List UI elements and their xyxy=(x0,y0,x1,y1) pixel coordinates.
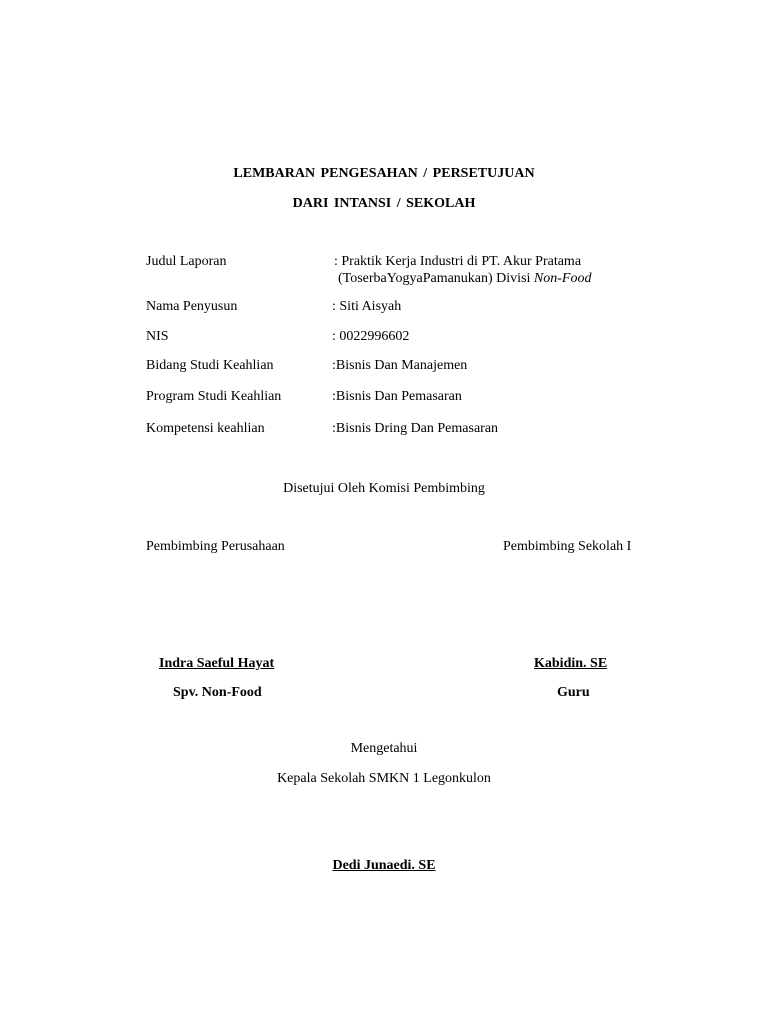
field-label-program: Program Studi Keahlian xyxy=(146,389,282,404)
document-title: LEMBARAN PENGESAHAN / PERSETUJUAN xyxy=(233,166,535,181)
right-signer-role: Pembimbing Sekolah I xyxy=(503,539,632,554)
field-value-nama: : Siti Aisyah xyxy=(332,299,402,314)
approval-heading: Disetujui Oleh Komisi Pembimbing xyxy=(283,481,485,496)
left-signer-position: Spv. Non-Food xyxy=(173,685,262,700)
field-value-judul: : Praktik Kerja Industri di PT. Akur Pratama xyxy=(334,254,582,269)
field-value-program: :Bisnis Dan Pemasaran xyxy=(332,389,462,404)
acknowledge-name-wrap xyxy=(0,858,768,874)
right-signer-name: Kabidin. SE xyxy=(534,656,608,671)
field-value-nis: : 0022996602 xyxy=(332,329,410,344)
field-value-bidang: :Bisnis Dan Manajemen xyxy=(332,358,468,373)
field-label-bidang: Bidang Studi Keahlian xyxy=(146,358,274,373)
right-signer-position: Guru xyxy=(557,685,590,700)
document-subtitle: DARI INTANSI / SEKOLAH xyxy=(292,196,476,211)
field-label-nama: Nama Penyusun xyxy=(146,299,238,314)
left-signer-name: Indra Saeful Hayat xyxy=(159,656,275,671)
field-label-kompetensi: Kompetensi keahlian xyxy=(146,421,265,436)
field-label-nis: NIS xyxy=(146,329,169,344)
acknowledge-name: Dedi Junaedi. SE xyxy=(332,858,436,873)
field-value-kompetensi: :Bisnis Dring Dan Pemasaran xyxy=(332,421,499,436)
acknowledge-role: Kepala Sekolah SMKN 1 Legonkulon xyxy=(277,771,491,786)
field-value-judul-line2-text: (ToserbaYogyaPamanukan) Divisi xyxy=(338,271,534,286)
field-value-judul-line2 xyxy=(338,271,591,287)
field-label-judul: Judul Laporan xyxy=(146,254,227,269)
acknowledge-label: Mengetahui xyxy=(350,741,418,756)
field-value-judul-division: Non-Food xyxy=(533,271,592,286)
left-signer-role: Pembimbing Perusahaan xyxy=(146,539,285,554)
